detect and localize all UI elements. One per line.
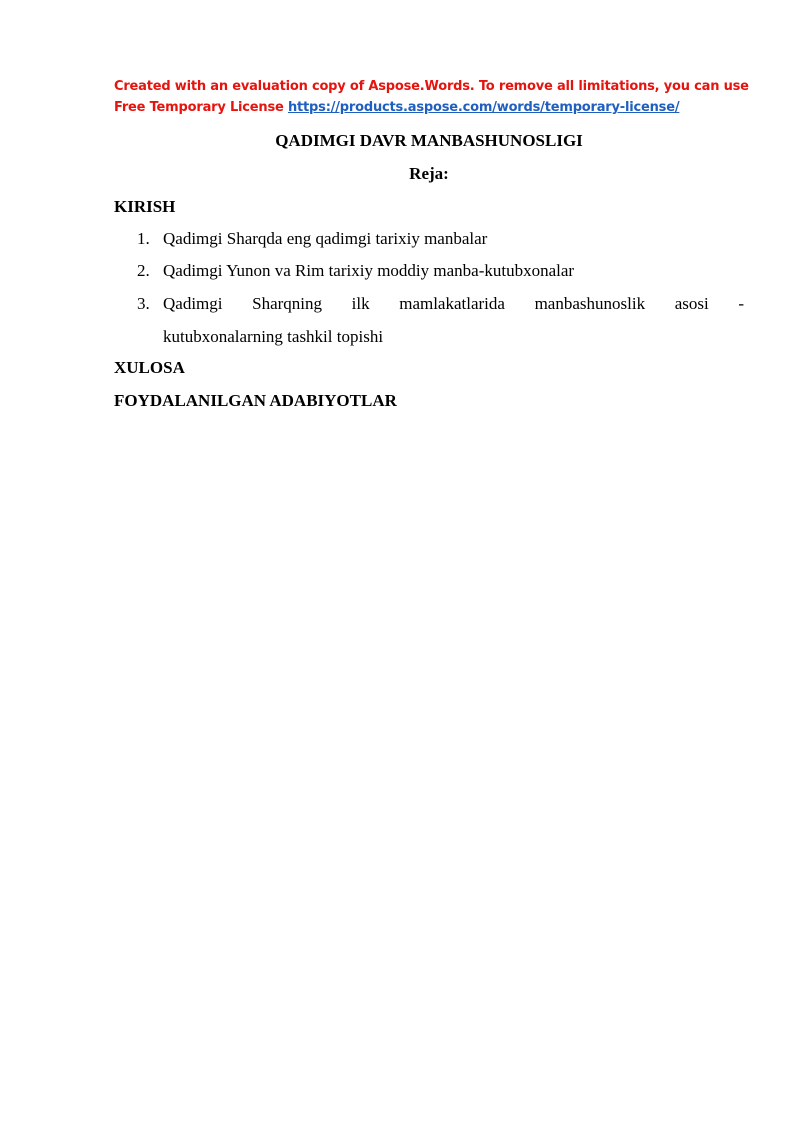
conclusion-heading: XULOSA bbox=[114, 358, 185, 377]
plan-item-3-text bbox=[163, 287, 744, 353]
plan-item-1-number: 1. bbox=[137, 229, 150, 248]
plan-item-3-first-line bbox=[163, 287, 744, 320]
plan-item-3-continuation: kutubxonalarning tashkil topishi bbox=[163, 327, 384, 346]
word: Sharqning bbox=[252, 294, 323, 313]
word: manbashunoslik bbox=[534, 294, 646, 313]
plan-item-2-text: Qadimgi Yunon va Rim tarixiy moddiy manba-kutubxonalar bbox=[163, 261, 575, 280]
word: Qadimgi bbox=[163, 294, 223, 313]
word: mamlakatlarida bbox=[399, 294, 505, 313]
plan-item-3-number: 3. bbox=[137, 294, 150, 313]
references-heading: FOYDALANILGAN ADABIYOTLAR bbox=[114, 391, 397, 410]
document-title: QADIMGI DAVR MANBASHUNOSLIGI bbox=[275, 131, 583, 150]
word: - bbox=[738, 294, 744, 313]
evaluation-notice bbox=[114, 76, 754, 118]
word: ilk bbox=[351, 294, 370, 313]
plan-item-2 bbox=[137, 254, 744, 287]
evaluation-notice-line-1: Created with an evaluation copy of Aspose.Words. To remove all limitations, you can use bbox=[114, 79, 749, 94]
plan-item-1-text: Qadimgi Sharqda eng qadimgi tarixiy manbalar bbox=[163, 229, 488, 248]
license-label: Free Temporary License bbox=[114, 100, 284, 115]
evaluation-notice-line-2 bbox=[114, 97, 754, 118]
temporary-license-link[interactable]: https://products.aspose.com/words/temporary-license/ bbox=[287, 100, 680, 115]
plan-item-3 bbox=[137, 287, 744, 353]
plan-item-2-number: 2. bbox=[137, 261, 150, 280]
word: asosi bbox=[674, 294, 709, 313]
plan-heading: Reja: bbox=[409, 164, 449, 183]
intro-heading: KIRISH bbox=[114, 197, 176, 216]
plan-item-1 bbox=[137, 222, 744, 255]
